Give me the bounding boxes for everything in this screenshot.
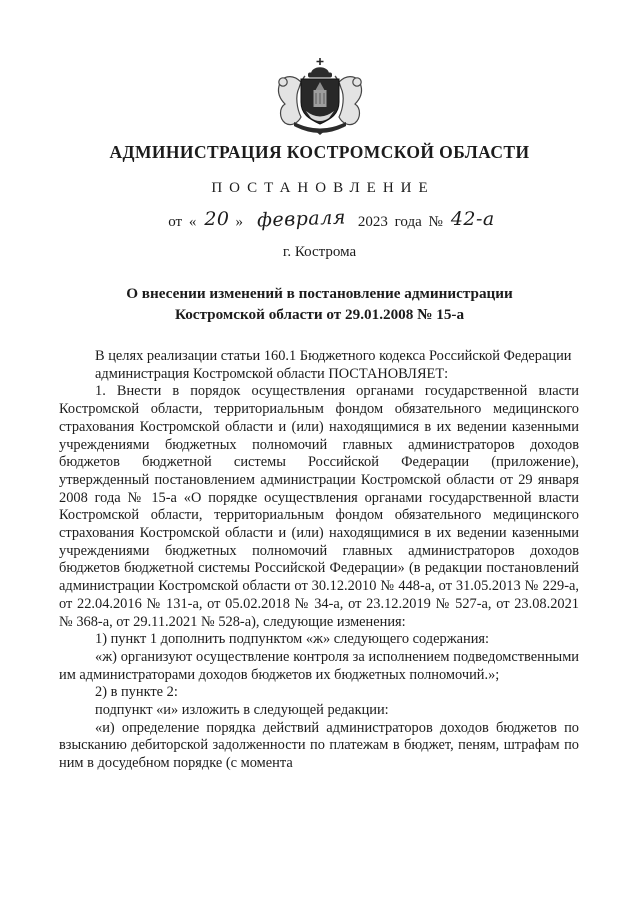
organization-name: АДМИНИСТРАЦИЯ КОСТРОМСКОЙ ОБЛАСТИ (109, 142, 530, 162)
paragraph-purpose: В целях реализации статьи 160.1 Бюджетного кодекса Российской Федерации (95, 348, 572, 364)
date-close-quote: » (235, 214, 244, 230)
paragraph-subpoint-zh: «ж) организуют осуществление контроля за исполнением подведомственными им администраторами доходов бюджетов их бюджетных полномочий.»; (59, 648, 579, 683)
place-name: г. Кострома (282, 244, 357, 260)
document-title-line1: О внесении изменений в постановление администрации (126, 285, 513, 302)
date-year-label: 2023 года № (357, 214, 443, 230)
paragraph-resolves: администрация Костромской области ПОСТАНОВЛЯЕТ: (95, 365, 449, 382)
document-title-line2: Костромской области от 29.01.2008 № 15-а (174, 306, 465, 323)
handwritten-day: 20 (204, 208, 230, 230)
paragraph-item-1: 1. Внести в порядок осуществления органами государственной власти Костромской области, территориальным фондом обязательного медицинского страхования Костромской области и (или) находящимися в их ведении казенными учреждениями бюджетных полномочий главных администраторов доходов бюджетов бюджетной системы Российской Федерации (приложение), утвержденный постановлением администрации Костромской области от 29 января 2008 года № 15-а «О порядке осуществления органами государственной власти Костромской области, территориальным фондом обязательного медицинского страхования Костромской области и (или) находящимися в их ведении казенными учреждениями бюджетных полномочий главных администраторов доходов бюджетов бюджетной системы Российской Федерации» (в редакции постановлений администрации Костромской области от 30.12.2010 № 448-а, от 31.05.2013 № 229-а, от 22.04.2016 № 131-а, от 05.02.2018 № 34-а, от 23.12.2019 № 527-а, от 23.08.2021 № 368-а, от 29.11.2021 № 528-а), следующие изменения: (59, 383, 579, 630)
document-title (0, 283, 639, 325)
kostroma-coat-of-arms-icon (271, 57, 369, 135)
document-type-heading: ПОСТАНОВЛЕНИЕ (211, 180, 435, 196)
date-line (0, 206, 639, 232)
handwritten-doc-number: 42-а (450, 208, 495, 230)
paragraph-subpoint-i-intro: подпункт «и» изложить в следующей редакции: (95, 702, 389, 719)
document-body (59, 348, 579, 773)
paragraph-subitem-2: 2) в пункте 2: (95, 684, 178, 701)
handwritten-month: февраля (256, 206, 347, 232)
paragraph-subitem-1: 1) пункт 1 дополнить подпунктом «ж» следующего содержания: (95, 631, 490, 648)
date-prefix-label: от « (168, 214, 197, 230)
paragraph-subpoint-i: «и) определение порядка действий администраторов доходов бюджетов по взысканию дебиторской задолженности по платежам в бюджет, пеням, штрафам по ним в досудебном порядке (с момента (59, 719, 579, 772)
